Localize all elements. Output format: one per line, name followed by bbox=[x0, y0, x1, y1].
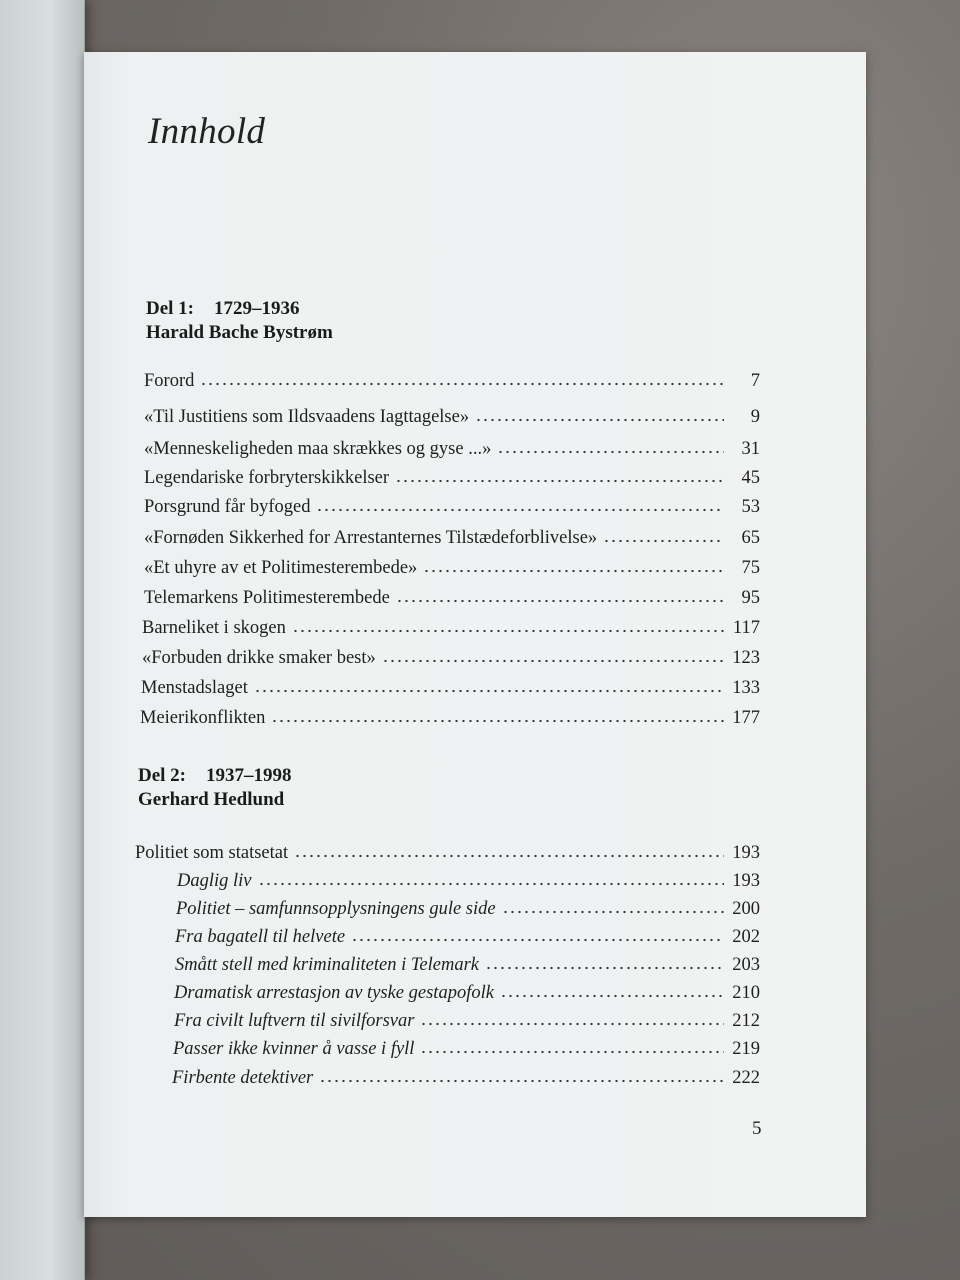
toc-entry-title: «Et uhyre av et Politimesterembede» bbox=[144, 558, 418, 578]
toc-entry-page: 95 bbox=[741, 588, 760, 608]
toc-subentry-page: 210 bbox=[732, 983, 760, 1003]
toc-entry bbox=[144, 402, 760, 428]
toc-subentry-title: Passer ikke kvinner å vasse i fyll bbox=[173, 1039, 415, 1059]
toc-entry bbox=[142, 643, 760, 669]
toc-leader bbox=[497, 449, 724, 455]
toc-entry-title: «Forbuden drikke smaker best» bbox=[142, 648, 376, 668]
toc-subentry-title: Politiet – samfunnsopplysningens gule side bbox=[176, 899, 496, 919]
toc-entry-page: 123 bbox=[732, 648, 760, 668]
toc-leader bbox=[271, 718, 724, 724]
page-title: Innhold bbox=[148, 111, 266, 152]
toc-subentry bbox=[174, 978, 760, 1004]
toc-subentry bbox=[175, 922, 760, 948]
toc-entry-page: 45 bbox=[741, 468, 760, 488]
part1-author: Harald Bache Bystrøm bbox=[146, 322, 333, 343]
toc-subentry-title: Daglig liv bbox=[177, 871, 252, 891]
toc-leader bbox=[420, 1021, 724, 1027]
toc-subentry-title: Fra bagatell til helvete bbox=[175, 927, 346, 947]
toc-entry-title: «Fornøden Sikkerhed for Arrestanternes Tilstædeforblivelse» bbox=[144, 528, 598, 548]
toc-leader bbox=[351, 937, 724, 943]
toc-entry-title: Legendariske forbryterskikkelser bbox=[144, 468, 390, 488]
toc-subentry-title: Smått stell med kriminaliteten i Telemark bbox=[175, 955, 480, 975]
toc-entry-title: Meierikonflikten bbox=[140, 708, 266, 728]
toc-subentry bbox=[176, 894, 760, 920]
part2-author: Gerhard Hedlund bbox=[138, 789, 285, 810]
toc-subentry bbox=[175, 950, 760, 976]
toc-leader bbox=[395, 478, 724, 484]
toc-subentry bbox=[172, 1063, 760, 1089]
page-number: 5 bbox=[752, 1118, 762, 1139]
book-page bbox=[84, 52, 866, 1217]
toc-leader bbox=[319, 1078, 724, 1084]
left-page-edge bbox=[0, 0, 85, 1280]
toc-entry-page: 177 bbox=[732, 708, 760, 728]
toc-subentry-title: Fra civilt luftvern til sivilforsvar bbox=[174, 1011, 415, 1031]
toc-subentry-title: Dramatisk arrestasjon av tyske gestapofolk bbox=[174, 983, 494, 1003]
toc-leader bbox=[292, 628, 724, 634]
toc-leader bbox=[500, 993, 724, 999]
toc-entry-title: Menstadslaget bbox=[141, 678, 248, 698]
toc-leader bbox=[316, 507, 724, 513]
part1-heading bbox=[146, 297, 300, 321]
toc-entry-page: 31 bbox=[741, 439, 760, 459]
toc-subentry-page: 203 bbox=[732, 955, 760, 975]
toc-leader bbox=[200, 381, 724, 387]
toc-entry bbox=[144, 523, 760, 549]
toc-subentry bbox=[177, 866, 760, 892]
toc-entry-page: 65 bbox=[741, 528, 760, 548]
toc-subentry-page: 193 bbox=[732, 871, 760, 891]
part1-label: Del 1: bbox=[146, 298, 195, 319]
toc-entry bbox=[144, 366, 760, 392]
toc-entry bbox=[142, 613, 760, 639]
toc-leader bbox=[258, 881, 724, 887]
toc-subentry bbox=[174, 1006, 760, 1032]
toc-entry-page: 53 bbox=[741, 497, 760, 517]
toc-entry-title: «Til Justitiens som Ildsvaadens Iagttagelse» bbox=[144, 407, 470, 427]
toc-entry-title: «Menneskeligheden maa skrækkes og gyse ...» bbox=[144, 439, 492, 459]
toc-entry-title: Politiet som statsetat bbox=[135, 843, 289, 863]
toc-entry bbox=[144, 583, 760, 609]
toc-leader bbox=[382, 658, 724, 664]
toc-leader bbox=[396, 598, 724, 604]
toc-entry bbox=[141, 673, 760, 699]
toc-entry bbox=[144, 553, 760, 579]
toc-subentry-page: 222 bbox=[732, 1068, 760, 1088]
toc-entry-title: Telemarkens Politimesterembede bbox=[144, 588, 390, 608]
toc-leader bbox=[475, 417, 724, 423]
part2-label: Del 2: bbox=[138, 765, 187, 786]
toc-entry-page: 7 bbox=[750, 371, 760, 391]
toc-subentry-page: 219 bbox=[732, 1039, 760, 1059]
part1-years: 1729–1936 bbox=[214, 298, 300, 319]
toc-entry bbox=[144, 492, 760, 518]
part2-years: 1937–1998 bbox=[206, 765, 292, 786]
toc-leader bbox=[485, 965, 724, 971]
toc-entry-page: 133 bbox=[732, 678, 760, 698]
toc-leader bbox=[254, 688, 724, 694]
toc-subentry-page: 200 bbox=[732, 899, 760, 919]
toc-leader bbox=[502, 909, 724, 915]
part2-heading bbox=[138, 764, 292, 788]
toc-subentry-page: 202 bbox=[732, 927, 760, 947]
toc-entry bbox=[135, 838, 760, 864]
toc-subentry-page: 212 bbox=[732, 1011, 760, 1031]
toc-entry-title: Barneliket i skogen bbox=[142, 618, 286, 638]
toc-leader bbox=[423, 568, 724, 574]
toc-leader bbox=[294, 853, 724, 859]
toc-entry-page: 75 bbox=[741, 558, 760, 578]
toc-entry-page: 117 bbox=[732, 618, 760, 638]
toc-entry bbox=[144, 463, 760, 489]
toc-entry bbox=[140, 703, 760, 729]
toc-entry-page: 193 bbox=[732, 843, 760, 863]
toc-entry-page: 9 bbox=[750, 407, 760, 427]
toc-entry-title: Porsgrund får byfoged bbox=[144, 497, 311, 517]
toc-entry bbox=[144, 434, 760, 460]
toc-leader bbox=[420, 1049, 724, 1055]
toc-entry-title: Forord bbox=[144, 371, 195, 391]
toc-leader bbox=[603, 538, 724, 544]
toc-subentry-title: Firbente detektiver bbox=[172, 1068, 314, 1088]
toc-subentry bbox=[173, 1034, 760, 1060]
